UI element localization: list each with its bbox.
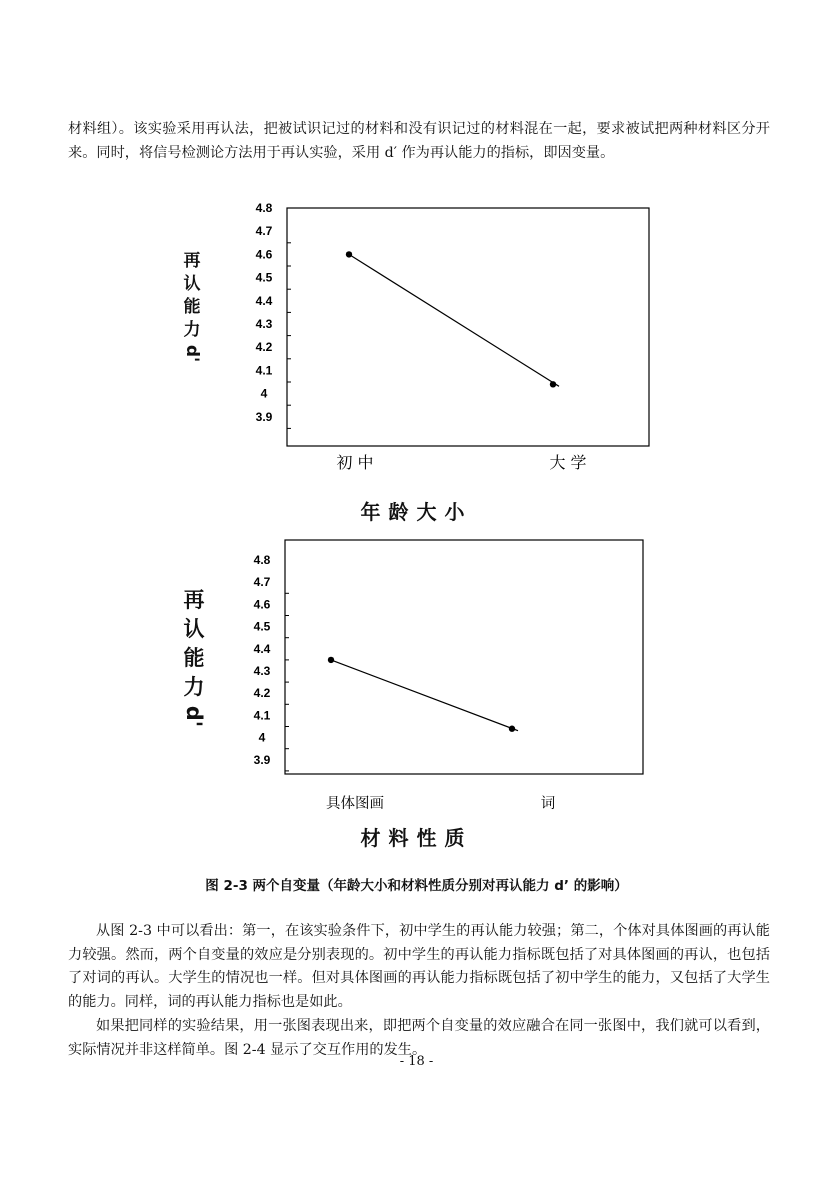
- y-tick-label: 4: [258, 730, 266, 745]
- ylabel-char: 能: [183, 297, 201, 317]
- chart-age-xtitle: 年龄大小: [360, 500, 473, 524]
- ylabel-char: 能: [183, 646, 205, 670]
- ylabel-char: 认: [183, 274, 201, 294]
- series-line: [349, 254, 559, 386]
- x-category-label: 初 中: [336, 453, 374, 472]
- chart-age-ylabel: [178, 250, 206, 365]
- figure-caption: 图 2-3 两个自变量（年龄大小和材料性质分别对再认能力 d’ 的影响）: [205, 878, 628, 894]
- y-tick-label: 4.2: [253, 686, 271, 701]
- plot-frame: [285, 540, 643, 774]
- x-category-label: 词: [540, 796, 556, 812]
- y-tick-label: 4.3: [255, 317, 273, 331]
- ylabel-char: 力: [183, 675, 205, 699]
- x-category-label: 大 学: [549, 453, 587, 472]
- chart-material-ylabel: [177, 586, 211, 731]
- ylabel-char: 认: [183, 617, 205, 641]
- y-tick-label: 4.6: [255, 247, 273, 262]
- y-tick-label: 4.8: [253, 553, 271, 567]
- y-tick-label: 3.9: [253, 752, 271, 767]
- x-category-label: 具体图画: [326, 796, 384, 812]
- chart-age: [0, 190, 833, 524]
- series-line: [331, 660, 518, 731]
- y-tick-label: 4.1: [253, 708, 271, 723]
- y-tick-label: 4: [260, 386, 268, 401]
- ylabel-char: 力: [183, 320, 201, 340]
- y-tick-label: 4.7: [255, 224, 273, 239]
- y-tick-label: 4.4: [253, 641, 271, 656]
- data-point: [346, 251, 352, 257]
- ylabel-char: 再: [183, 588, 205, 612]
- ylabel-char: 再: [183, 251, 201, 271]
- data-point: [550, 381, 556, 387]
- chart-material-svg: [0, 530, 833, 820]
- y-tick-label: 4.4: [255, 293, 273, 308]
- y-tick-label: 4.3: [253, 664, 271, 678]
- ylabel-char: d': [182, 344, 203, 363]
- page-number: - 18 -: [399, 1054, 434, 1069]
- chart-material-xtitle: 材料性质: [360, 826, 473, 850]
- y-tick-label: 4.5: [255, 270, 273, 285]
- data-point: [509, 726, 515, 732]
- y-tick-label: 4.6: [253, 597, 271, 612]
- plot-frame: [287, 208, 649, 446]
- chart-age-svg: [0, 190, 833, 480]
- chart-material: [0, 530, 833, 860]
- y-tick-label: 4.7: [253, 575, 271, 590]
- paragraph-top: 材料组）。该实验采用再认法，把被试识记过的材料和没有识记过的材料混在一起，要求被试把两种材料区分开来。同时，将信号检测论方法用于再认实验，采用 d′ 作为再认能力的指标，即因变量。: [68, 121, 770, 161]
- y-tick-label: 4.1: [255, 363, 273, 378]
- y-tick-label: 3.9: [255, 409, 273, 424]
- data-point: [328, 657, 334, 663]
- y-tick-label: 4.2: [255, 340, 273, 355]
- ylabel-char: d': [182, 705, 207, 728]
- y-tick-label: 4.8: [255, 201, 273, 215]
- y-tick-label: 4.5: [253, 619, 271, 634]
- paragraph-2: 如果把同样的实验结果，用一张图表现出来，即把两个自变量的效应融合在同一张图中，我们就可以看到，实际情况并非这样简单。图 2-4 显示了交互作用的发生。: [68, 1018, 770, 1058]
- paragraph-1: 从图 2-3 中可以看出：第一，在该实验条件下，初中学生的再认能力较强；第二，个体对具体图画的再认能力较强。然而，两个自变量的效应是分别表现的。初中学生的再认能力指标既包括了对具体图画的再认，也包括了对词的再认。大学生的情况也一样。但对具体图画的再认能力指标既包括了初中学生的能力，又包括了大学生的能力。同样，词的再认能力指标也是如此。: [68, 923, 770, 1010]
